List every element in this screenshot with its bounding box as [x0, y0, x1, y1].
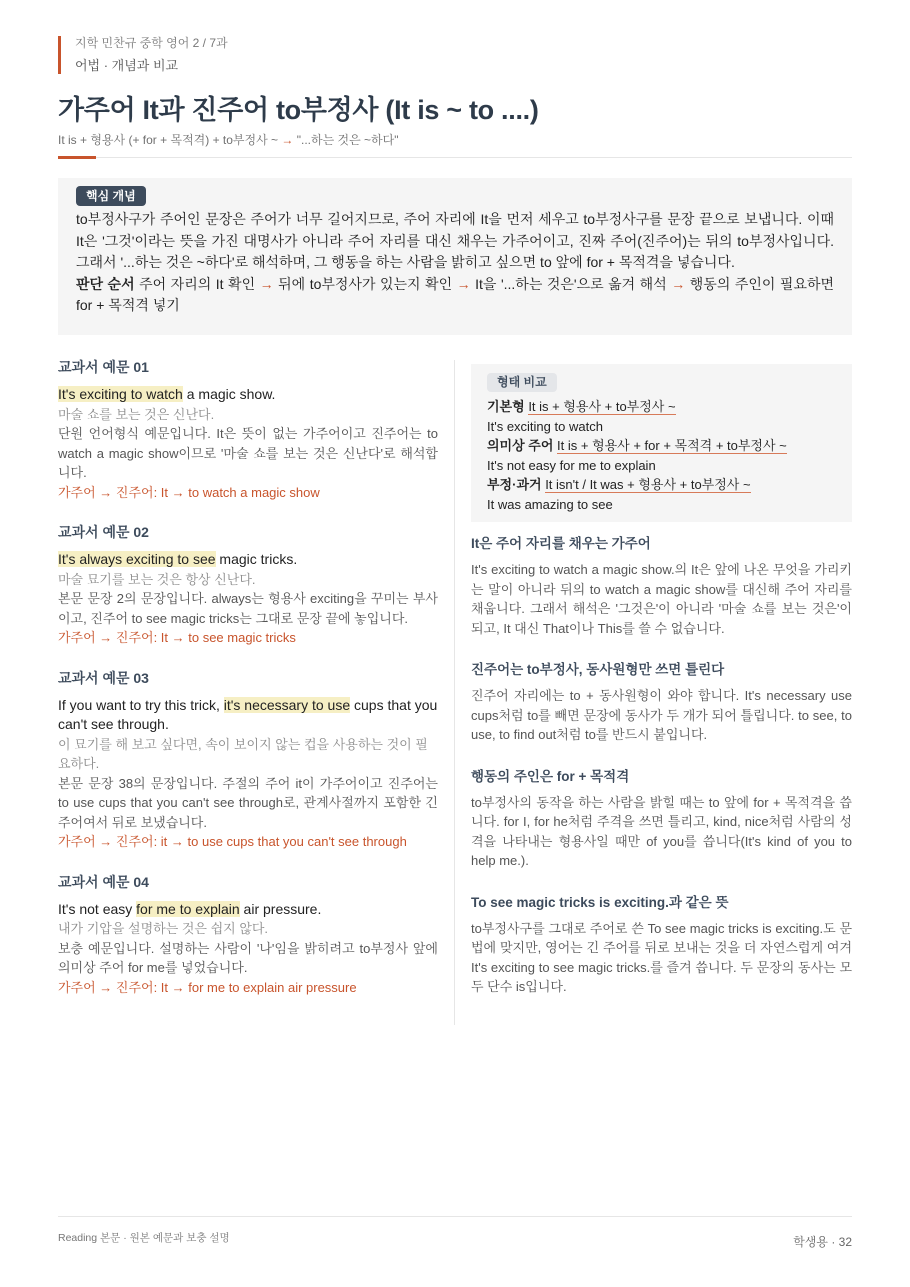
- comparison-form-row: 의미상 주어 It is + 형용사 + for + 목적격 + to부정사 ~: [487, 438, 787, 453]
- footer-divider: [58, 1216, 852, 1217]
- explanation-section: [471, 534, 852, 638]
- example-english: It's exciting to watch a magic show.: [58, 386, 276, 402]
- highlight: It's exciting to watch: [58, 386, 183, 402]
- page-title: 가주어 It과 진주어 to부정사 (It is ~ to ....): [58, 95, 539, 125]
- course-label: 지학 민찬규 중학 영어 2 / 7과: [75, 36, 228, 50]
- column-divider: [454, 360, 455, 1025]
- arrow-icon: →: [671, 275, 686, 292]
- example-korean: 내가 기압을 설명하는 것은 쉽지 않다.: [58, 921, 269, 936]
- step-2: 뒤에 to부정사가 있는지 확인: [278, 275, 453, 292]
- example-label: 교과서 예문 03: [58, 669, 149, 686]
- section-title: To see magic tricks is exciting.과 같은 뜻: [471, 894, 729, 910]
- form-pattern: It is + 형용사 + for + 목적격 + to부정사 ~: [557, 438, 787, 453]
- steps-label: 판단 순서: [76, 275, 135, 292]
- comparison-example-row: It was amazing to see: [487, 496, 613, 512]
- comparison-example-row: It's exciting to watch: [487, 418, 603, 434]
- section-body: 진주어 자리에는 to + 동사원형이 와야 합니다. It's necessary use cups처럼 to를 빼면 문장에 동사가 두 개가 되어 틀립니다. to see, to use, to find out처럼 to를 반드시 붙입니다.: [471, 688, 852, 742]
- step-3: It을 '...하는 것은'으로 옮겨 해석: [475, 275, 667, 292]
- example-korean: 마술 묘기를 보는 것은 항상 신난다.: [58, 571, 256, 587]
- explanation-section: [471, 893, 852, 997]
- example-mapping: 가주어 → 진주어: It → for me to explain air pressure: [58, 979, 357, 995]
- explanation-section: [471, 767, 852, 871]
- comparison-example-row: It's not easy for me to explain: [487, 457, 656, 473]
- example-item: [58, 872, 438, 998]
- comparison-form-row: 기본형 It is + 형용사 + to부정사 ~: [487, 399, 676, 414]
- section-body: It's exciting to watch a magic show.의 It은 앞에 나온 무엇을 가리키는 말이 아니라 뒤의 to watch a magic show를 대신해 주어 자리를 채웁니다. 그래서 해석은 '그것은'이 아니라 '마술 쇼를 보는 것은'이 되고, It 대신 That이나 This를 쓸 수 없습니다.: [471, 562, 852, 636]
- form-comparison-badge: 형태 비교: [487, 373, 557, 392]
- comparison-form-row: 부정·과거 It isn't / It was + 형용사 + to부정사 ~: [487, 477, 751, 492]
- example-note: 본문 문장 38의 문장입니다. 주절의 주어 it이 가주어이고 진주어는 to use cups that you can't see through로, 관계사절까지 포함한 긴 주어여서 뒤로 보냈습니다.: [58, 775, 438, 830]
- judgment-steps: [76, 274, 834, 317]
- explanation-section: [471, 660, 852, 745]
- page-header: [58, 36, 228, 74]
- highlight: It's always exciting to see: [58, 551, 216, 567]
- example-item: [58, 357, 438, 502]
- example-label: 교과서 예문 04: [58, 873, 149, 890]
- arrow-icon: →: [281, 133, 294, 147]
- form-pattern: It is + 형용사 + to부정사 ~: [528, 399, 676, 414]
- example-note: 단원 언어형식 예문입니다. It은 뜻이 없는 가주어이고 진주어는 to watch a magic show이므로 '마술 쇼를 보는 것은 신난다'로 해석합니다.: [58, 426, 438, 480]
- example-english: It's not easy for me to explain air pressure.: [58, 900, 322, 917]
- subtitle-meaning: "...하는 것은 ~하다": [296, 133, 399, 147]
- section-title: 진주어는 to부정사, 동사원형만 쓰면 틀린다: [471, 662, 725, 677]
- subtitle-formula: It is + 형용사 (+ for + 목적격) + to부정사 ~: [58, 133, 279, 147]
- example-korean: 이 묘기를 해 보고 싶다면, 속이 보이지 않는 컵을 사용하는 것이 필요하다.: [58, 736, 428, 771]
- example-note: 본문 문장 2의 문장입니다. always는 형용사 exciting을 꾸미는 부사이고, 진주어 to see magic tricks는 그대로 문장 끝에 놓입니다.: [58, 591, 438, 626]
- page-subtitle: [58, 131, 398, 148]
- title-accent-bar: [58, 156, 96, 159]
- arrow-icon: →: [456, 275, 471, 292]
- form-pattern: It isn't / It was + 형용사 + to부정사 ~: [545, 477, 751, 492]
- example-english: It's always exciting to see magic tricks.: [58, 551, 298, 567]
- explanation-column: [471, 364, 852, 997]
- step-1: 주어 자리의 It 확인: [139, 275, 256, 292]
- form-comparison-box: [471, 364, 852, 522]
- example-note: 보충 예문입니다. 설명하는 사람이 '나'임을 밝히려고 to부정사 앞에 의미상 주어 for me를 넣었습니다.: [58, 940, 438, 975]
- footer-source: Reading 본문 · 원본 예문과 보충 설명: [58, 1232, 230, 1244]
- core-concept-body: to부정사구가 주어인 문장은 주어가 너무 길어지므로, 주어 자리에 It을 먼저 세우고 to부정사구를 문장 끝으로 보냅니다. 이때 It은 '그것'이라는 뜻을 가진 대명사가 아니라 주어 자리를 대신 채우는 가주어이고, 진짜 주어(진주어)는 뒤의 to부정사입니다. 그래서 '...하는 것은 ~하다'로 해석하며, 그 행동을 하는 사람을 밝히고 싶으면 to 앞에 for + 목적격을 넣습니다.: [76, 211, 834, 270]
- highlight: it's necessary to use: [223, 696, 351, 713]
- section-body: to부정사의 동작을 하는 사람을 밝힐 때는 to 앞에 for + 목적격을 씁니다. for I, for he처럼 주격을 쓰면 틀리고, kind, nice처럼 사람의 성격을 나타내는 형용사일 때만 of you를 씁니다(It's kind of you to help me.).: [471, 794, 852, 868]
- section-title: It은 주어 자리를 채우는 가주어: [471, 536, 651, 551]
- example-item: [58, 522, 438, 648]
- highlight: for me to explain: [136, 900, 240, 917]
- core-concept-badge: 핵심 개념: [76, 186, 146, 206]
- example-english: If you want to try this trick, it's necessary to use cups that you can't see through.: [58, 696, 438, 732]
- example-item: [58, 668, 438, 852]
- section-label: 어법 · 개념과 비교: [75, 58, 179, 73]
- example-label: 교과서 예문 01: [58, 359, 149, 375]
- title-divider: [58, 157, 852, 158]
- example-mapping: 가주어 → 진주어: It → to see magic tricks: [58, 630, 296, 645]
- page-number: 학생용 · 32: [793, 1235, 852, 1249]
- arrow-icon: →: [259, 275, 274, 292]
- section-body: to부정사구를 그대로 주어로 쓴 To see magic tricks is exciting.도 문법에 맞지만, 영어는 긴 주어를 뒤로 보내는 것을 더 자연스럽게 여겨 It's exciting to see magic tricks.를 즐겨 씁니다. 두 문장의 동사는 모두 단수 is입니다.: [471, 920, 852, 994]
- textbook-examples: [58, 357, 438, 1017]
- example-korean: 마술 쇼를 보는 것은 신난다.: [58, 406, 215, 422]
- core-concept-box: [58, 178, 852, 335]
- example-mapping: 가주어 → 진주어: It → to watch a magic show: [58, 484, 320, 500]
- step-4: 행동의 주인이 필요하면 for + 목적격 넣기: [76, 275, 835, 313]
- section-title: 행동의 주인은 for + 목적격: [471, 768, 630, 784]
- example-mapping: 가주어 → 진주어: it → to use cups that you can't see through: [58, 834, 407, 849]
- example-label: 교과서 예문 02: [58, 524, 149, 540]
